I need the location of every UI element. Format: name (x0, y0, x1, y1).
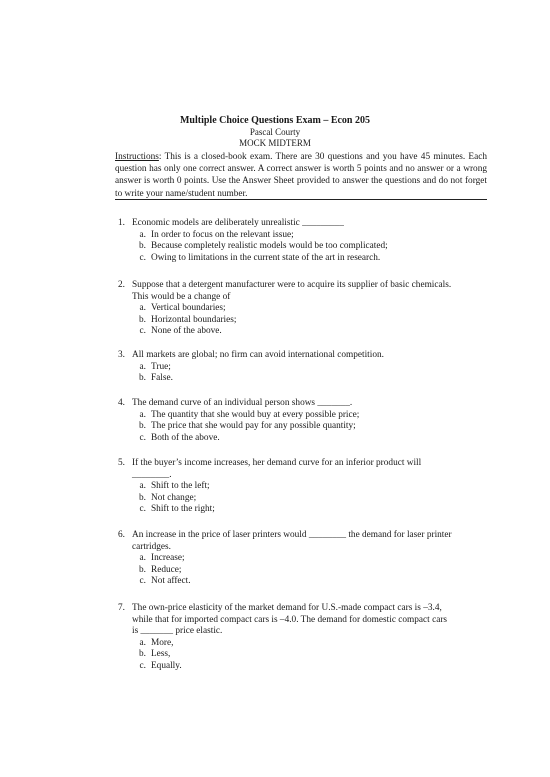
question-number: 3. (118, 350, 125, 360)
instructions (115, 151, 487, 200)
option-letter: b. (139, 649, 146, 660)
option-letter: b. (139, 492, 146, 503)
options-list (115, 230, 455, 265)
option-text: Because completely realistic models would be too complicated; (151, 241, 388, 252)
question-6 (115, 530, 455, 588)
option-a (115, 638, 455, 650)
question-7 (115, 603, 455, 673)
option-letter: b. (139, 241, 146, 252)
exam-header (0, 115, 550, 149)
option-c (115, 661, 455, 673)
question-1 (115, 218, 455, 264)
question-text: The own-price elasticity of the market demand for U.S.-made compact cars is –3.4, while that for imported compact cars is –4.0. The demand for domestic compact cars is _______ price elastic. (132, 603, 448, 637)
options-list (115, 410, 455, 445)
option-text: Owing to limitations in the current state of the art in research. (151, 252, 381, 263)
question-number: 6. (118, 530, 125, 540)
options-list (115, 303, 455, 338)
option-letter: c. (139, 432, 146, 443)
option-letter: a. (139, 361, 146, 372)
question-number: 4. (118, 398, 125, 408)
option-text: More, (151, 637, 174, 648)
option-b (115, 373, 455, 385)
option-letter: a. (139, 229, 146, 240)
option-a (115, 303, 455, 315)
option-text: The price that she would pay for any possible quantity; (151, 421, 356, 432)
option-c (115, 504, 455, 516)
option-text: Shift to the left; (151, 481, 210, 492)
option-text: True; (151, 361, 171, 372)
options-list (115, 481, 455, 516)
question-text: All markets are global; no firm can avoid international competition. (132, 350, 384, 360)
option-text: The quantity that she would buy at every possible price; (151, 409, 360, 420)
option-text: Not affect. (151, 576, 191, 587)
option-letter: c. (139, 252, 146, 263)
options-list (115, 638, 455, 673)
option-text: Increase; (151, 553, 185, 564)
exam-title: Multiple Choice Questions Exam – Econ 205 (179, 115, 370, 126)
option-text: In order to focus on the relevant issue; (151, 229, 294, 240)
option-letter: b. (139, 564, 146, 575)
question-number: 2. (118, 280, 125, 290)
option-c (115, 433, 455, 445)
question-5 (115, 458, 455, 516)
question-text: If the buyer’s income increases, her demand curve for an inferior product will ________. (132, 458, 422, 480)
question-3 (115, 350, 455, 385)
option-text: Less, (151, 649, 171, 660)
option-a (115, 553, 455, 565)
question-text: The demand curve of an individual person shows _______. (132, 398, 353, 408)
divider-line (115, 199, 487, 200)
question-number: 7. (118, 603, 125, 613)
question-text: Economic models are deliberately unrealistic _________ (132, 218, 344, 228)
question-number: 1. (118, 218, 125, 228)
question-2 (115, 280, 455, 338)
question-text: Suppose that a detergent manufacturer were to acquire its supplier of basic chemicals. This would be a change of (132, 280, 452, 302)
option-text: Not change; (151, 492, 197, 503)
options-list (115, 553, 455, 588)
option-letter: a. (139, 481, 146, 492)
option-letter: b. (139, 314, 146, 325)
option-a (115, 362, 455, 374)
option-a (115, 410, 455, 422)
instructions-text: : This is a closed-book exam. There are 30 questions and you have 45 minutes. Each question has only one correct answer. A correct answer is worth 5 points and no answer or a wrong answer is worth 0 points. Use the Answer Sheet provided to answer the questions and do not forget to write your name/student number. (115, 152, 487, 199)
option-a (115, 481, 455, 493)
option-letter: b. (139, 373, 146, 384)
question-text: An increase in the price of laser printers would ________ the demand for laser printer cartridges. (132, 530, 452, 552)
option-b (115, 565, 455, 577)
option-letter: a. (139, 409, 146, 420)
option-b (115, 649, 455, 661)
option-c (115, 253, 455, 265)
question-number: 5. (118, 458, 125, 468)
option-letter: c. (139, 326, 146, 337)
option-a (115, 230, 455, 242)
option-c (115, 576, 455, 588)
options-list (115, 362, 455, 385)
exam-author: Pascal Courty (249, 127, 301, 137)
option-letter: c. (139, 576, 146, 587)
option-letter: b. (139, 421, 146, 432)
option-b (115, 315, 455, 327)
option-text: Shift to the right; (151, 504, 215, 515)
option-c (115, 326, 455, 338)
option-letter: c. (139, 504, 146, 515)
question-4 (115, 398, 455, 444)
option-b (115, 241, 455, 253)
option-text: Vertical boundaries; (151, 303, 226, 314)
option-b (115, 421, 455, 433)
option-text: False. (151, 373, 173, 384)
option-text: Horizontal boundaries; (151, 314, 237, 325)
option-letter: a. (139, 303, 146, 314)
option-text: Both of the above. (151, 432, 220, 443)
option-text: Equally. (151, 660, 182, 671)
instructions-label: Instructions (115, 152, 159, 162)
option-letter: a. (139, 553, 146, 564)
option-letter: a. (139, 637, 146, 648)
option-letter: c. (139, 660, 146, 671)
exam-subtitle: MOCK MIDTERM (239, 138, 311, 148)
option-text: None of the above. (151, 326, 222, 337)
option-b (115, 493, 455, 505)
option-text: Reduce; (151, 564, 182, 575)
